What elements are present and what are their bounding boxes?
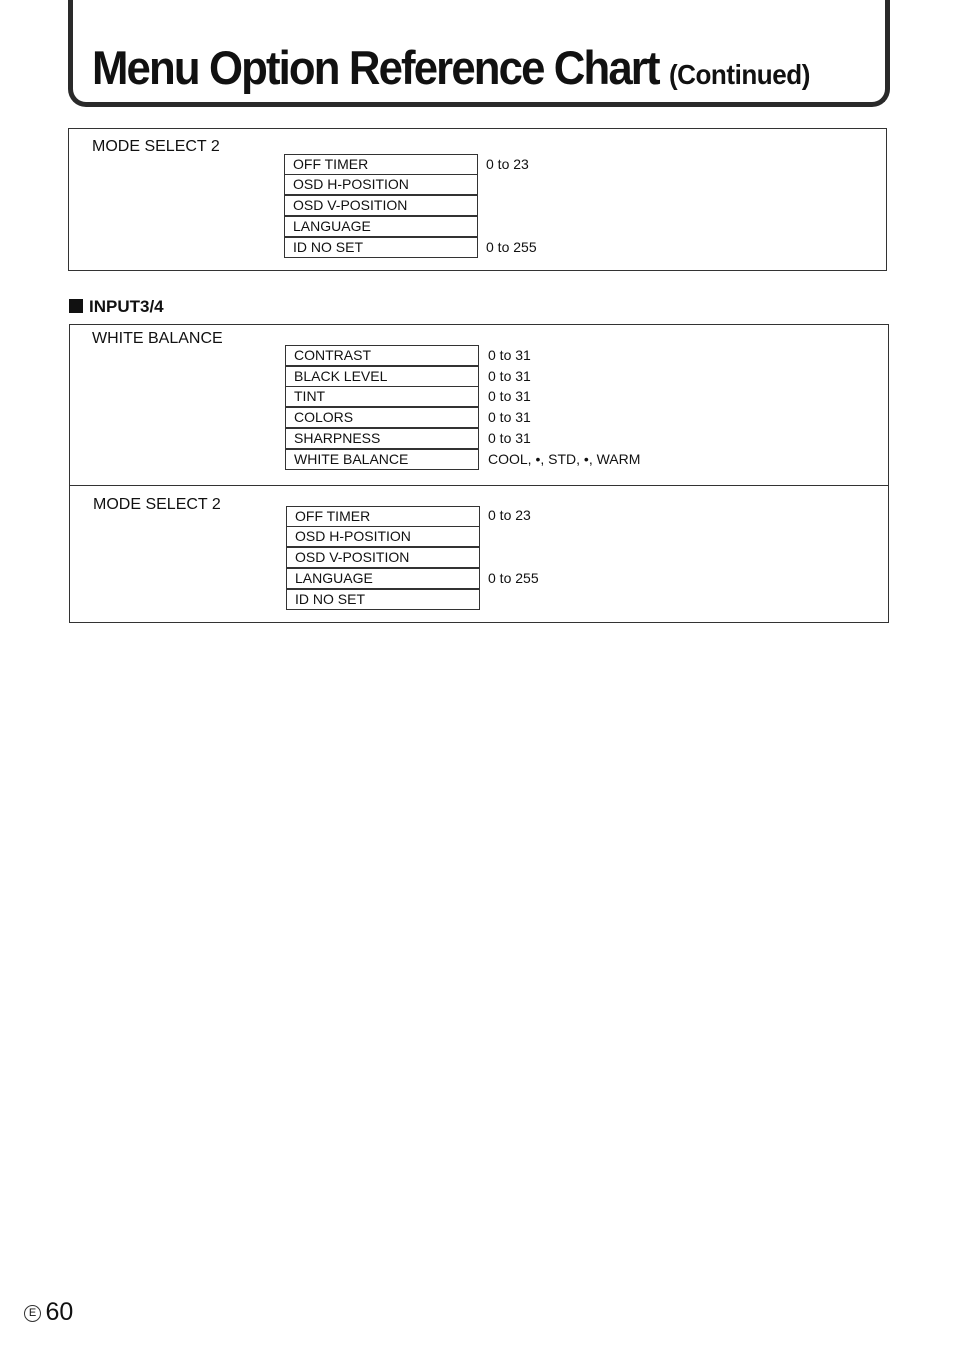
option-osd-v-position-2: OSD V-POSITION	[286, 547, 480, 568]
panel-divider	[69, 485, 889, 486]
option-contrast: CONTRAST	[285, 345, 479, 366]
mode-select-label-2: MODE SELECT 2	[93, 496, 221, 513]
page-title	[92, 40, 810, 95]
page-number-text: 60	[45, 1298, 74, 1326]
value-colors-range: 0 to 31	[488, 409, 531, 425]
page-title-main: Menu Option Reference Chart	[92, 41, 659, 94]
option-id-no-set: ID NO SET	[284, 237, 478, 258]
option-off-timer: OFF TIMER	[284, 154, 478, 175]
option-off-timer-2: OFF TIMER	[286, 506, 480, 527]
value-sharpness-range: 0 to 31	[488, 430, 531, 446]
value-tint-range: 0 to 31	[488, 388, 531, 404]
section-heading-input34	[69, 297, 164, 317]
value-black-level-range: 0 to 31	[488, 368, 531, 384]
section-heading-text: INPUT3/4	[89, 297, 164, 316]
value-id-no-range-2: 0 to 255	[488, 570, 539, 586]
option-id-no-set-2: ID NO SET	[286, 589, 480, 610]
page-number	[24, 1298, 73, 1327]
page-title-continued: (Continued)	[668, 59, 810, 90]
mode-select-label: MODE SELECT 2	[92, 138, 220, 155]
option-language-2: LANGUAGE	[286, 568, 480, 589]
value-off-timer-range: 0 to 23	[486, 156, 529, 172]
value-id-no-range: 0 to 255	[486, 239, 537, 255]
value-white-balance-options: COOL, •, STD, •, WARM	[488, 451, 641, 467]
option-language: LANGUAGE	[284, 216, 478, 237]
option-osd-h-position-2: OSD H-POSITION	[286, 526, 480, 547]
option-osd-h-position: OSD H-POSITION	[284, 174, 478, 195]
option-tint: TINT	[285, 386, 479, 407]
option-sharpness: SHARPNESS	[285, 428, 479, 449]
value-off-timer-range-2: 0 to 23	[488, 507, 531, 523]
square-bullet-icon	[69, 299, 83, 313]
option-osd-v-position: OSD V-POSITION	[284, 195, 478, 216]
option-black-level: BLACK LEVEL	[285, 366, 479, 387]
value-contrast-range: 0 to 31	[488, 347, 531, 363]
option-colors: COLORS	[285, 407, 479, 428]
language-e-icon: E	[24, 1305, 41, 1322]
white-balance-label: WHITE BALANCE	[92, 330, 223, 347]
option-white-balance: WHITE BALANCE	[285, 449, 479, 470]
